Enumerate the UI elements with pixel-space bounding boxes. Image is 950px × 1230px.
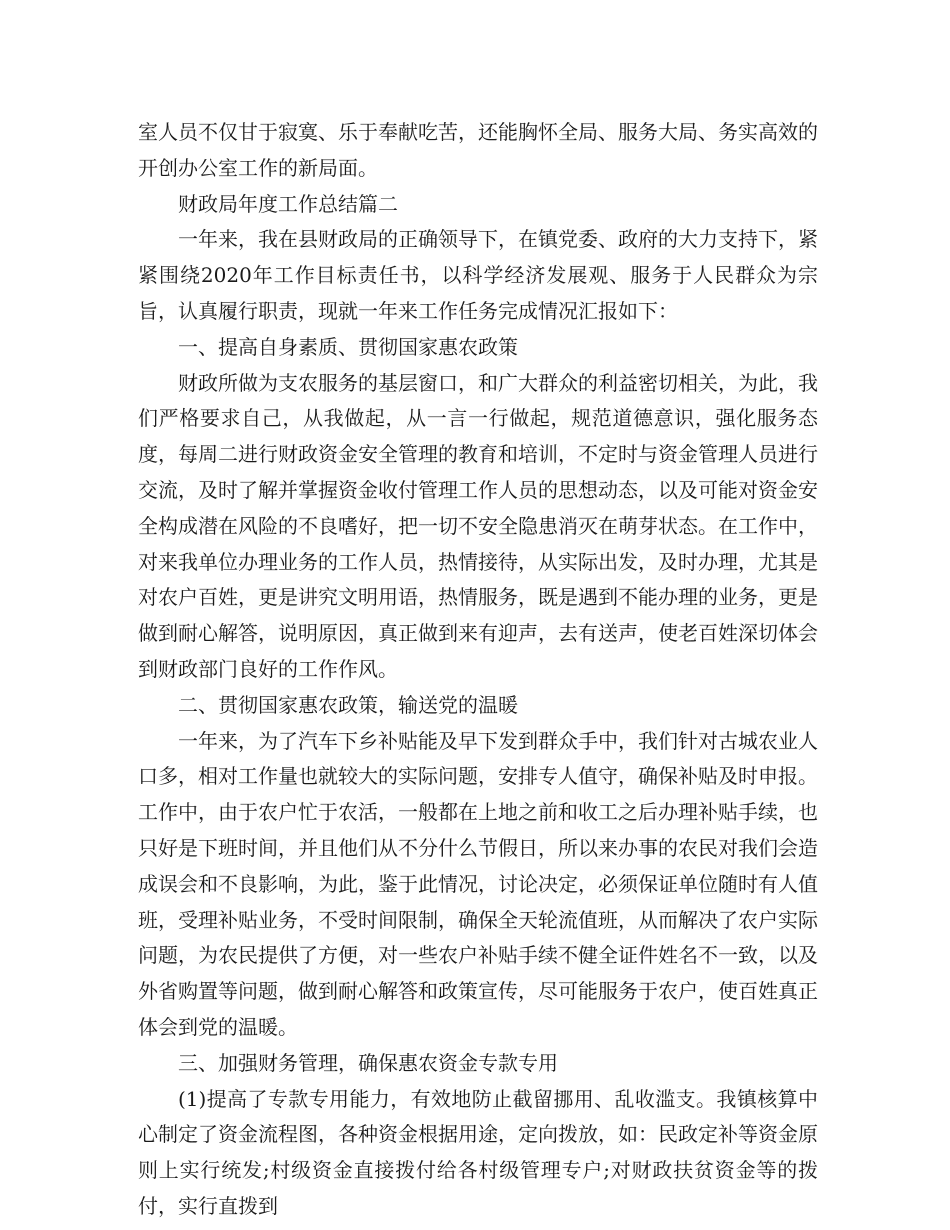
section-title: 财政局年度工作总结篇二 xyxy=(178,191,398,216)
paragraph-2: 一年来，为了汽车下乡补贴能及早下发到群众手中，我们针对古城农业人口多，相对工作量也就较大的实际问题，安排专人值守，确保补贴及时申报。工作中，由于农户忙于农活，一般都在上地之前和收工之后办理补贴手续，也只好是下班时间，并且他们从不分什么节假日，所以来办事的农民对我们会造成误会和不良影响，为此，鉴于此情况，讨论决定，必须保证单位随时有人值班，受理补贴业务，不受时间限制，确保全天轮流值班，从而解决了农户实际问题，为农民提供了方便，对一些农户补贴手续不健全证件姓名不一致，以及外省购置等问题，做到耐心解答和政策宣传，尽可能服务于农户，使百姓真正体会到党的温暖。 xyxy=(138,728,818,1039)
paragraph-3: (1)提高了专款专用能力，有效地防止截留挪用、乱收滥支。我镇核算中心制定了资金流程图，各种资金根据用途，定向拨放，如：民政定补等资金原则上实行统发;村级资金直接拨付给各村级管理专户;对财政扶贫资金等的拨付，实行直拨到 xyxy=(138,1086,818,1218)
paragraph-intro: 一年来，我在县财政局的正确领导下，在镇党委、政府的大力支持下，紧紧围绕2020年工作目标责任书，以科学经济发展观、服务于人民群众为宗旨，认真履行职责，现就一年来工作任务完成情况汇报如下： xyxy=(138,227,818,323)
paragraph-1: 财政所做为支农服务的基层窗口，和广大群众的利益密切相关，为此，我们严格要求自己，从我做起，从一言一行做起，规范道德意识，强化服务态度，每周二进行财政资金安全管理的教育和培训，不定时与资金管理人员进行交流，及时了解并掌握资金收付管理工作人员的思想动态，以及可能对资金安全构成潜在风险的不良嗜好，把一切不安全隐患消灭在萌芽状态。在工作中，对来我单位办理业务的工作人员，热情接待，从实际出发，及时办理，尤其是对农户百姓，更是讲究文明用语，热情服务，既是遇到不能办理的业务，更是做到耐心解答，说明原因，真正做到来有迎声，去有送声，使老百姓深切体会到财政部门良好的工作作风。 xyxy=(138,370,818,681)
document-body xyxy=(138,115,818,1225)
heading-1: 一、提高自身素质、贯彻国家惠农政策 xyxy=(178,334,518,359)
paragraph-continued: 室人员不仅甘于寂寞、乐于奉献吃苦，还能胸怀全局、服务大局、务实高效的开创办公室工作的新局面。 xyxy=(138,120,818,180)
heading-2: 二、贯彻国家惠农政策，输送党的温暖 xyxy=(178,692,518,717)
heading-3: 三、加强财务管理，确保惠农资金专款专用 xyxy=(178,1050,558,1075)
